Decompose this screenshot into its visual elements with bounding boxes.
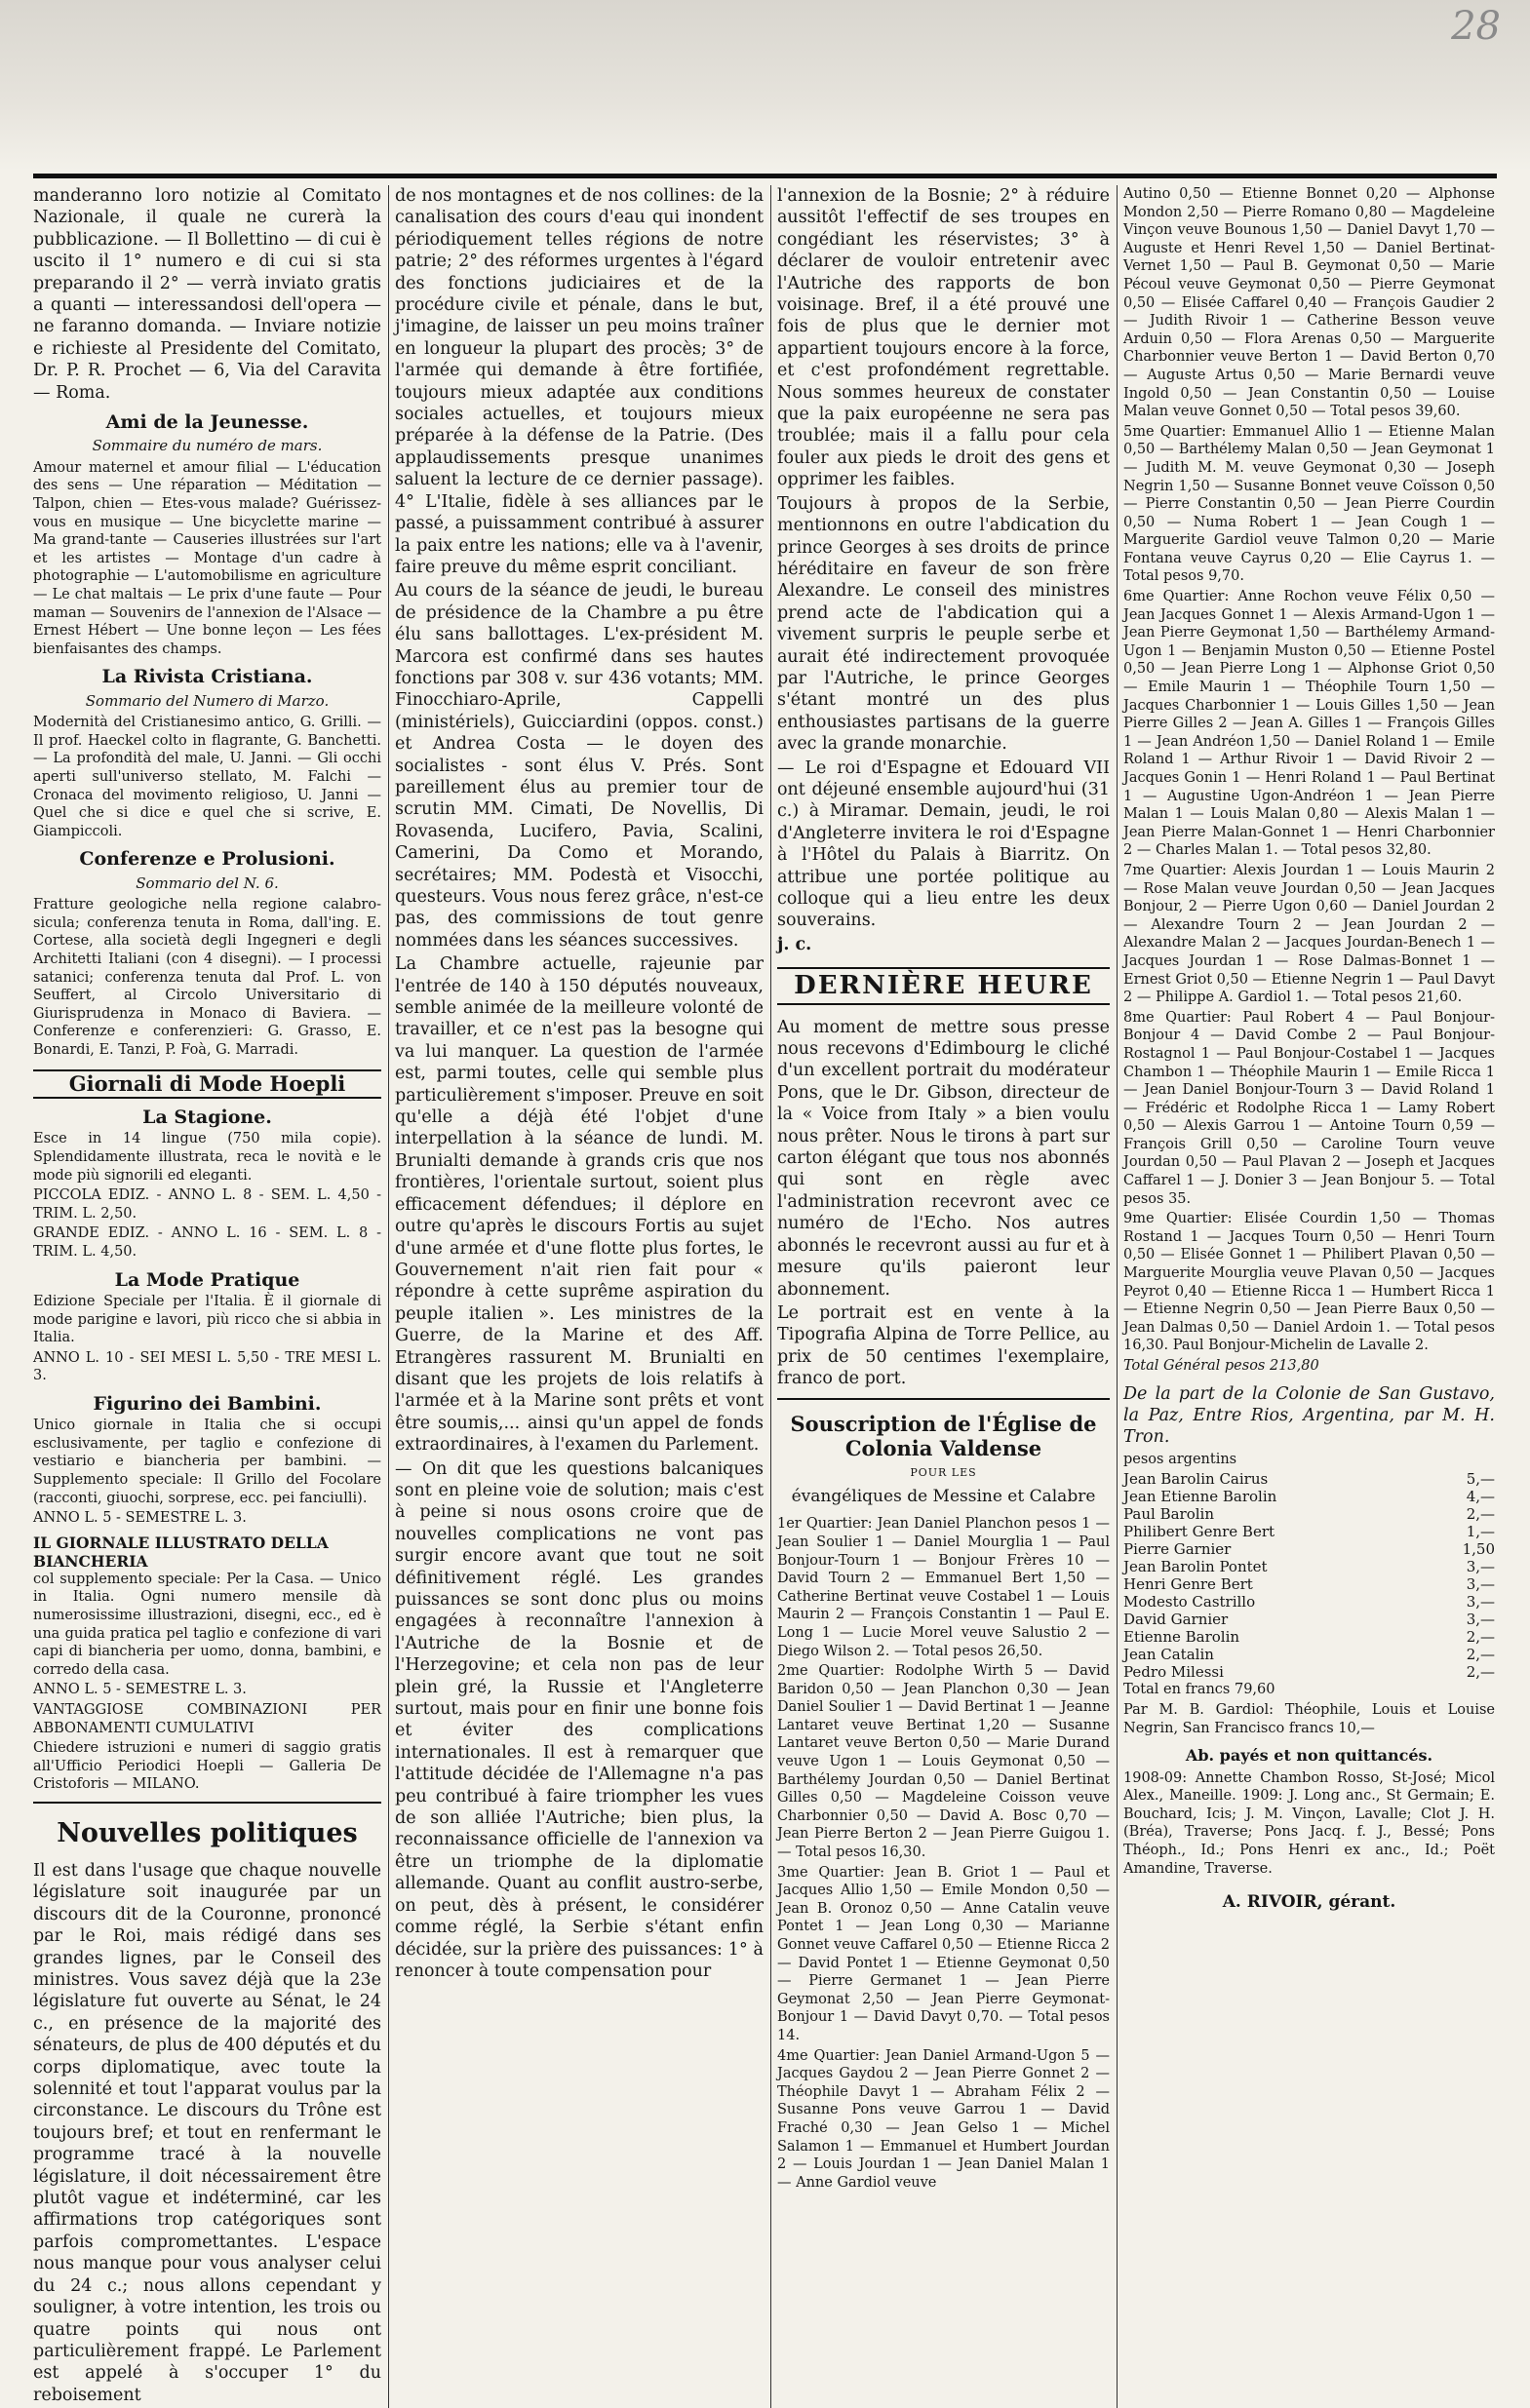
ami-title: Ami de la Jeunesse. bbox=[105, 411, 309, 434]
donor-name: David Garnier bbox=[1123, 1611, 1229, 1629]
quartier-7: 7me Quartier: Alexis Jourdan 1 — Louis Maurin 2 — Rose Malan veuve Jourdan 0,50 — Jean Jacques Bonjour, 2 — Pierre Ugon 0,60 — Daniel Jourdan 2 — Alexandre Tourn 2 — Jean Jourdan 2 — Alexandre Malan 2 — Jacques Jourdan-Benech 1 — Jacques Jourdan 1 — Rose Dalmas-Bonnet 1 — Ernest Griot 0,50 — Etienne Negrin 1 — Paul Davyt 2 — Philippe A. Gardiol 1. — Total pesos 21,60. bbox=[1123, 862, 1495, 1006]
stagione-prices-1: PICCOLA EDIZ. - ANNO L. 8 - SEM. L. 4,50 - TRIM. L. 2,50. bbox=[33, 1187, 381, 1222]
top-margin bbox=[0, 0, 1530, 171]
newspaper-columns bbox=[33, 185, 1497, 2405]
donor-amount: 3,— bbox=[1466, 1575, 1495, 1594]
gerant-signature: A. RIVOIR, gérant. bbox=[1222, 1892, 1396, 1913]
donor-amount: 4,— bbox=[1466, 1488, 1495, 1506]
rivista-sommario: Sommario del Numero di Marzo. bbox=[85, 691, 330, 710]
quartier-3: 3me Quartier: Jean B. Griot 1 — Paul et Jacques Allio 1,50 — Emile Mondon 0,50 — Jean B. Oronoz 0,50 — Anne Catalin veuve Pontet 1 — Jean Long 0,30 — Marianne Gonnet veuve Caffarel 0,50 — Etienne Ricca 2 — David Pontet 1 — Etienne Geymonat 0,50 — Pierre Germanet 1 — Jean Pierre Geymonat 2,50 — Jean Pierre Geymonat-Bonjour 1 — David Davyt 0,70. — Total pesos 14. bbox=[777, 1864, 1110, 2043]
ami-text: Amour maternel et amour filial — L'éducation des sens — Une réparation — Méditation — Talpon, chien — Etes-vous malade? Guérissez-vous en musique — Une bicyclette marine — Ma grand-tante — Causeries illustrées sur l'art et les artistes — Montage d'un cadre à photographie — L'automobilisme en agriculture — Le chat maltais — Le prix d'une faute — Pour maman — Souvenirs de l'annexion de l'Alsace — Ernest Hébert — Une bonne leçon — Les fées bienfaisantes des champs. bbox=[33, 459, 381, 657]
col3-paragraph: — Le roi d'Espagne et Edouard VII ont déjeuné ensemble aujourd'hui (31 c.) à Miramar. Demain, jeudi, le roi d'Angleterre invitera le roi d'Espagne à l'Hôtel du Palais à Biarritz. On attribue une portée politique au colloque qui a lieu entre les deux souverains. bbox=[777, 757, 1110, 931]
donor-amount: 2,— bbox=[1466, 1646, 1495, 1664]
souscription-title: Souscription de l'Église de Colonia Valdense bbox=[790, 1411, 1097, 1460]
donor-name: Philibert Genre Bert bbox=[1123, 1523, 1275, 1541]
derniere-paragraph: Le portrait est en vente à la Tipografia Alpina de Torre Pellice, au prix de 50 centimes l'exemplaire, franco de port. bbox=[777, 1302, 1110, 1389]
quartier-9: 9me Quartier: Elisée Courdin 1,50 — Thomas Rostand 1 — Jacques Tourn 0,50 — Henri Tourn 0,50 — Elisée Gonnet 1 — Philibert Plavan 0,50 — Marguerite Mourglia veuve Plavan 0,50 — Jacques Peyrot 0,40 — Etienne Ricca 1 — Humbert Ricca 1 — Etienne Negrin 0,50 — Jean Pierre Baux 0,50 — Jean Dalmas 0,50 — Daniel Ardoin 1. — Total pesos 16,30. Paul Bonjour-Michelin de Lavalle 2. bbox=[1123, 1211, 1495, 1354]
rivista-title: La Rivista Cristiana. bbox=[101, 666, 313, 688]
biancheria-text: col supplemento speciale: Per la Casa. — Unico in Italia. Ogni numero mensile dà numerosissime illustrazioni, disegni, ecc., ed è una guida pratica pel taglio e confezione di vari capi di biancheria per uomo, donna, bambini, e corredo della casa. bbox=[33, 1571, 381, 1678]
donor-name: Jean Barolin Pontet bbox=[1123, 1558, 1268, 1576]
donor-name: Modesto Castrillo bbox=[1123, 1593, 1256, 1612]
col2-paragraph: La Chambre actuelle, rajeunie par l'entrée de 140 à 150 députés nouveaux, semble animée de la meilleure volonté de travailler, et ce n'est pas la besogne qui va lui manquer. La question de l'armée est, parmi toutes, celle qui semble plus particulièrement s'imposer. Preuve en soit qu'elle a déjà été l'objet d'une interpellation à la séance de lundi. M. Brunialti demande à grands cris que nos frontières, l'orientale surtout, soient plus efficacement défendues; il déplore en outre qu'après le discours Fortis au sujet d'une armée et d'une flotte plus fortes, le Gouvernement n'ait rien fait pour « répondre à cette suprême aspiration du peuple italien ». Les ministres de la Guerre, de la Marine et des Aff. Etrangères rassurent M. Brunialti en disant que les projets de lois relatifs à l'armée et à la Marine sont prêts et vont être soumis,... ainsi qu'un appel de fonds extraordinaires, à l'examen du Parlement. bbox=[395, 954, 764, 1456]
column-2 bbox=[388, 185, 764, 2408]
quartier-6: 6me Quartier: Anne Rochon veuve Félix 0,50 — Jean Jacques Gonnet 1 — Alexis Armand-Ugon 1 — Jean Pierre Geymonat 1,50 — Barthélemy Armand-Ugon 1 — Benjamin Muston 0,50 — Etienne Postel 0,50 — Jean Pierre Long 1 — Alphonse Griot 0,50 — Emile Maurin 1 — Théophile Tourn 1,50 — Jacques Charbonnier 1 — Louis Gilles 1,50 — Jean Pierre Gilles 2 — Jean A. Gilles 1 — François Gilles 1 — Jean Andréon 1,50 — Daniel Roland 1 — Emile Roland 1 — Arthur Rivoir 1 — David Rivoir 2 — Jacques Gonin 1 — Henri Roland 1 — Paul Bertinat 1 — Augustine Ugon-Andréon 1 — Jean Pierre Malan 1 — Louis Malan 0,80 — Alexis Malan 1 — Jean Pierre Malan-Gonnet 1 — Henri Charbonnier 2 — Charles Malan 1. — Total pesos 32,80. bbox=[1123, 589, 1495, 859]
quartier-4-cont: Autino 0,50 — Etienne Bonnet 0,20 — Alphonse Mondon 2,50 — Pierre Romano 0,80 — Magdeleine Vinçon veuve Bounous 1,50 — Daniel Davyt 1,70 — Auguste et Henri Revel 1,50 — Daniel Bertinat-Vernet 1,50 — Paul B. Geymonat 0,50 — Marie Pécoul veuve Geymonat 0,50 — Pierre Geymonat 0,50 — Elisée Caffarel 0,40 — François Gaudier 2 — Judith Rivoir 1 — Catherine Besson veuve Arduin 0,50 — Flora Arenas 0,50 — Marguerite Charbonnier veuve Berton 1 — David Berton 0,70 — Auguste Artus 0,50 — Marie Bernardi veuve Ingold 0,50 — Jean Constantin 0,50 — Louise Malan veuve Gonnet 0,50 — Total pesos 39,60. bbox=[1123, 186, 1495, 420]
donor-amount: 2,— bbox=[1466, 1505, 1495, 1524]
col2-paragraph: — On dit que les questions balcaniques sont en pleine voie de solution; mais c'est à peine si nous osons croire que de nouvelles complications ne vont pas surgir encore avant que tout ne soit définitivement réglé. Les grandes puissances se sont donc plus ou moins engagées à reconnaître l'annexion à l'Autriche de la Bosnie et de l'Herzegovine; et cela non pas de leur plein gré, la Russie et l'Angleterre surtout, mais pour en finir une bonne fois et éviter des complications internationales. Il est à remarquer que l'attitude décidée de l'Allemagne n'a pas peu contribué à faire triompher les vues de son alliée l'Autriche; bien plus, la reconnaissance officielle de l'annexion va être un triomphe de la diplomatie allemande. Quant au conflit austro-serbe, on peut, dès à présent, le considérer comme réglé, la Serbie s'étant enfin décidée, sur la prière des puissances: 1° à renoncer à toute compensation pour bbox=[395, 1458, 764, 1981]
richiedere: Chiedere istruzioni e numeri di saggio gratis all'Ufficio Periodici Hoepli — Galleria De Cristoforis — MILANO. bbox=[33, 1740, 381, 1793]
gustavo-total: Total en francs 79,60 bbox=[1123, 1682, 1275, 1698]
donor-amount: 3,— bbox=[1466, 1593, 1495, 1612]
quartier-8: 8me Quartier: Paul Robert 4 — Paul Bonjour-Bonjour 4 — David Combe 2 — Paul Bonjour-Rostagnol 1 — Paul Bonjour-Costabel 1 — Jacques Chambon 1 — Théophile Maurin 1 — Emile Ricca 1 — Jean Daniel Bonjour-Tourn 3 — David Roland 1 — Frédéric et Rodolphe Ricca 1 — Lamy Robert 0,50 — Alexis Garrou 1 — Antoine Tourn 0,59 — François Grill 0,50 — Caroline Tourn veuve Jourdan 0,50 — Paul Plavan 2 — Joseph et Jacques Caffarel 1 — J. Donier 3 — Jean Bonjour 5. — Total pesos 35. bbox=[1123, 1009, 1495, 1207]
donor-amount: 1,50 bbox=[1462, 1540, 1495, 1559]
donor-name: Jean Catalin bbox=[1123, 1646, 1214, 1664]
column-1 bbox=[33, 185, 381, 2408]
gustavo-title: De la part de la Colonie de San Gustavo, la Paz, Entre Rios, Argentina, par M. H. Tron. bbox=[1123, 1383, 1495, 1448]
total-general: Total Général pesos 213,80 bbox=[1123, 1358, 1319, 1374]
biancheria-prices: ANNO L. 5 - SEMESTRE L. 3. bbox=[33, 1682, 247, 1698]
quartier-5: 5me Quartier: Emmanuel Allio 1 — Etienne Malan 0,50 — Barthélemy Malan 0,50 — Jean Geymonat 1 — Judith M. M. veuve Geymonat 0,30 — Joseph Negrin 1,50 — Susanne Bonnet veuve Coïsson 0,50 — Pierre Constantin 0,50 — Jean Pierre Courdin 0,50 — Numa Robert 1 — Jean Cough 1 — Marguerite Gardiol veuve Talmon 0,20 — Marie Fontana veuve Cayrus 0,20 — Elie Cayrus 1. — Total pesos 9,70. bbox=[1123, 423, 1495, 585]
donor-name: Jean Etienne Barolin bbox=[1123, 1488, 1277, 1506]
gustavo-header: pesos argentins bbox=[1123, 1451, 1237, 1467]
col3-paragraph: Toujours à propos de la Serbie, mentionnons en outre l'abdication du prince Georges à ses droits de prince héréditaire en faveur de son frère Alexandre. Le conseil des ministres prend acte de l'abdication qui a vivement surpris le peuple serbe et aurait été indirectement provoquée par l'Autriche, le prince Georges s'étant montré un des plus enthousiastes partisans de la guerre avec la grande monarchie. bbox=[777, 493, 1110, 755]
donor-name: Pedro Milessi bbox=[1123, 1663, 1224, 1682]
gardiol-note: Par M. B. Gardiol: Théophile, Louis et Louise Negrin, San Francisco francs 10,— bbox=[1123, 1702, 1495, 1736]
ami-sommaire: Sommaire du numéro de mars. bbox=[92, 437, 323, 455]
nouvelles-text: Il est dans l'usage que chaque nouvelle législature soit inaugurée par un discours dit de la Couronne, prononcé par le Roi, mais rédigé dans ses grandes lignes, par le Conseil des ministres. Vous savez déjà que la 23e législature fut ouverte au Sénat, le 24 c., en présence de la majorité des sénateurs, de plus de 400 députés et du corps diplomatique, avec toute la solennité et tout l'apparat voulus par la circonstance. Le discours du Trône est toujours bref; et tout en renfermant le programme tracé à la nouvelle législature, il doit nécessairement être plutôt vague et indéterminé, car les affirmations trop catégoriques sont parfois compromettantes. L'espace nous manque pour vous analyser celui du 24 c.; nous allons cependant y souligner, à votre intention, les trois ou quatre points qui nous ont particulièrement frappé. Le Parlement est appelé à s'occuper 1° du reboisement bbox=[33, 1860, 381, 2405]
donor-amount: 2,— bbox=[1466, 1628, 1495, 1647]
abonnes-title: Ab. payés et non quittancés. bbox=[1185, 1746, 1433, 1766]
stagione-title: La Stagione. bbox=[142, 1106, 272, 1128]
souscription-pour: POUR LES bbox=[910, 1465, 977, 1479]
table-row bbox=[1123, 1523, 1495, 1540]
vantaggiose: VANTAGGIOSE COMBINAZIONI PER ABBONAMENTI CUMULATIVI bbox=[33, 1702, 381, 1736]
quartier-1: 1er Quartier: Jean Daniel Planchon pesos 1 — Jean Soulier 1 — Daniel Mourglia 1 — Paul Bonjour-Tourn 1 — Bonjour Frères 10 — David Tourn 2 — Emmanuel Bert 1,50 — Catherine Bertinat veuve Costabel 1 — Louis Maurin 2 — François Constantin 1 — Paul E. Long 1 — Lucie Morel veuve Salustio 2 — Diego Wilson 2. — Total pesos 26,50. bbox=[777, 1516, 1110, 1659]
figurino-text: Unico giornale in Italia che si occupi esclusivamente, per taglio e confezione di vestiario e biancheria per bambini. — Supplemento speciale: Il Grillo del Focolare (racconti, giuochi, sorprese, ecc. pei fanciulli). bbox=[33, 1418, 381, 1506]
table-row bbox=[1123, 1488, 1495, 1505]
quartier-4: 4me Quartier: Jean Daniel Armand-Ugon 5 — Jacques Gaydou 2 — Jean Pierre Gonnet 2 — Théophile Davyt 1 — Abraham Félix 2 — Susanne Pons veuve Garrou 1 — David Fraché 0,30 — Jean Gelso 1 — Michel Salamon 1 — Emmanuel et Humbert Jourdan 2 — Louis Jourdan 1 — Jean Daniel Malan 1 — Anne Gardiol veuve bbox=[777, 2047, 1110, 2191]
hoepli-title: Giornali di Mode Hoepli bbox=[33, 1069, 381, 1099]
donor-amount: 3,— bbox=[1466, 1611, 1495, 1629]
comitato-notice: manderanno loro notizie al Comitato Nazionale, il quale ne curerà la pubblicazione. — Il Bollettino — di cui è uscito il 1° numero e di cui si sta preparando il 2° — verrà inviato gratis a quanti — interessandosi dell'opera — ne faranno domanda. — Inviare notizie e richieste al Presidente del Comitato, Dr. P. R. Prochet — 6, Via del Caravita — Roma. bbox=[33, 186, 381, 403]
stagione-text: Esce in 14 lingue (750 mila copie). Splendidamente illustrata, reca le novità e le mode più signorili ed eleganti. bbox=[33, 1131, 381, 1184]
donor-name: Etienne Barolin bbox=[1123, 1628, 1240, 1647]
author-signature: j. c. bbox=[777, 934, 812, 954]
biancheria-title: IL GIORNALE ILLUSTRATO DELLA BIANCHERIA bbox=[33, 1533, 329, 1571]
donor-amount: 3,— bbox=[1466, 1558, 1495, 1576]
abonnes-text: 1908-09: Annette Chambon Rosso, St-José; Micol Alex., Maneille. 1909: J. Long anc., St Germain; E. Bouchard, Icis; J. M. Vinçon, Lavalle; Clot J. H. (Bréa), Traverse; Pons Jacq. f. J., Bessé; Pons Théoph., Id.; Pons Henri ex anc., Id.; Poët Amandine, Traverse. bbox=[1123, 1769, 1495, 1877]
table-row bbox=[1123, 1646, 1495, 1663]
table-row bbox=[1123, 1470, 1495, 1488]
divider bbox=[33, 1802, 381, 1804]
col2-paragraph: de nos montagnes et de nos collines: de la canalisation des cours d'eau qui inondent périodiquement telles régions de notre patrie; 2° des réformes urgentes à l'égard des fonctions judiciaires et de la procédure civile et pénale, dans le but, j'imagine, de laisser un peu moins traîner en longueur la plupart des procès; 3° de l'armée qui demande à être fortifiée, toujours mieux adaptée aux conditions sociales actuelles, et toujours mieux préparée à la défense de la Patrie. (Des applaudissements presque unanimes saluent la lecture de ce dernier passage). 4° L'Italie, fidèle à ses alliances par le passé, a puissamment contribué à assurer la paix entre les nations; elle va à l'avenir, faire preuve du même esprit conciliant. bbox=[395, 186, 764, 577]
col3-paragraph: l'annexion de la Bosnie; 2° à réduire aussitôt l'effectif de ses troupes en congédiant les réservistes; 3° à déclarer de vouloir entretenir avec l'Autriche des rapports de bon voisinage. Bref, il a été prouvé une fois de plus que le dernier mot appartient toujours encore à la force, et c'est profondément regrettable. Nous sommes heureux de constater que la paix européenne ne sera pas troublée; mais il a fallu pour cela fouler aux pieds le droit des gens et opprimer les faibles. bbox=[777, 186, 1110, 490]
derniere-paragraph: Au moment de mettre sous presse nous recevons d'Edimbourg le cliché d'un excellent portrait du modérateur Pons, que le Dr. Gibson, directeur de la « Voice from Italy » a bien voulu nous prêter. Nous le tirons à part sur carton élégant que tous nos abonnés qui sont en règle avec l'administration recevront avec ce numéro de l'Echo. Nos autres abonnés le recevront aussi au fur et à mesure qu'ils paieront leur abonnement. bbox=[777, 1017, 1110, 1300]
conferenze-text: Fratture geologiche nella regione calabro-sicula; conferenza tenuta in Roma, dall'ing. E. Cortese, alla società degli Ingegneri e degli Architetti Italiani (con 4 disegni). — I processi satanici; conferenza tenuta dal Prof. L. von Seuffert, al Circolo Universitario di Giurisprudenza in Monaco di Baviera. — Conferenze e conferenzieri: G. Grasso, E. Bonardi, E. Tanzi, P. Foà, G. Marradi. bbox=[33, 897, 381, 1058]
donor-name: Pierre Garnier bbox=[1123, 1540, 1232, 1559]
donor-amount: 5,— bbox=[1466, 1470, 1495, 1489]
modepratique-title: La Mode Pratique bbox=[114, 1268, 300, 1291]
nouvelles-title: Nouvelles politiques bbox=[57, 1817, 358, 1848]
rivista-text: Modernità del Cristianesimo antico, G. Grilli. — Il prof. Haeckel colto in flagrante, G. Banchetti. — La profondità del male, U. Janni. — Gli occhi aperti sull'universo stellato, M. Falchi — Cronaca del movimento religioso, U. Janni — Quel che si dice e quel che si scrive, E. Giampiccoli. bbox=[33, 715, 381, 839]
gustavo-list bbox=[1123, 1470, 1495, 1681]
souscription-subtitle: évangéliques de Messine et Calabre bbox=[791, 1486, 1096, 1506]
donor-name: Henri Genre Bert bbox=[1123, 1575, 1253, 1594]
page-number: 28 bbox=[1451, 4, 1501, 49]
table-row bbox=[1123, 1593, 1495, 1611]
conferenze-title: Conferenze e Prolusioni. bbox=[79, 848, 335, 871]
table-row bbox=[1123, 1575, 1495, 1593]
column-3 bbox=[770, 185, 1110, 2408]
table-row bbox=[1123, 1663, 1495, 1681]
column-4 bbox=[1117, 185, 1495, 2408]
divider bbox=[777, 1398, 1110, 1400]
table-row bbox=[1123, 1611, 1495, 1628]
derniere-heure-title: DERNIÈRE HEURE bbox=[777, 967, 1110, 1004]
table-row bbox=[1123, 1558, 1495, 1575]
figurino-title: Figurino dei Bambini. bbox=[93, 1392, 322, 1415]
donor-amount: 2,— bbox=[1466, 1663, 1495, 1682]
table-row bbox=[1123, 1540, 1495, 1558]
quartier-2: 2me Quartier: Rodolphe Wirth 5 — David Baridon 0,50 — Jean Planchon 0,30 — Jean Daniel Soulier 1 — David Bertinat 1 — Jeanne Lantaret veuve Bertinat 1,20 — Susanne Lantaret veuve Berton 0,50 — Marie Durand veuve Ugon 1 — Louis Geymonat 0,50 — Barthélemy Jourdan 0,50 — Daniel Bertinat Gilles 0,50 — Magdeleine Coisson veuve Charbonnier 0,50 — David A. Bosc 0,70 — Jean Pierre Berton 2 — Jean Pierre Guigou 1. — Total pesos 16,30. bbox=[777, 1663, 1110, 1861]
modepratique-prices: ANNO L. 10 - SEI MESI L. 5,50 - TRE MESI L. 3. bbox=[33, 1349, 381, 1384]
donor-name: Paul Barolin bbox=[1123, 1505, 1215, 1524]
conferenze-sommario: Sommario del N. 6. bbox=[136, 874, 279, 892]
figurino-prices: ANNO L. 5 - SEMESTRE L. 3. bbox=[33, 1510, 247, 1527]
header-rule bbox=[33, 174, 1497, 178]
modepratique-text: Edizione Speciale per l'Italia. È il giornale di mode parigine e lavori, più ricco che si abbia in Italia. bbox=[33, 1293, 381, 1346]
table-row bbox=[1123, 1505, 1495, 1523]
col2-paragraph: Au cours de la séance de jeudi, le bureau de présidence de la Chambre a pu être élu sans ballottages. L'ex-président M. Marcora est confirmé dans ses hautes fonctions par 308 v. sur 436 votants; MM. Finocchiaro-Aprile, Cappelli (ministériels), Guicciardini (oppos. const.) et Andrea Costa — le doyen des socialistes - sont élus V. Prés. Sont pareillement élus au premier tour de scrutin MM. Cimati, De Novellis, Di Rovasenda, Lucifero, Pavia, Scalini, Camerini, Da Como et Morando, secrétaires; MM. Podestà et Visocchi, questeurs. Vous nous ferez grâce, n'est-ce pas, des commissions de tout genre nommées dans les séances successives. bbox=[395, 581, 764, 951]
stagione-prices-2: GRANDE EDIZ. - ANNO L. 16 - SEM. L. 8 - TRIM. L. 4,50. bbox=[33, 1225, 381, 1260]
donor-name: Jean Barolin Cairus bbox=[1123, 1470, 1269, 1489]
table-row bbox=[1123, 1628, 1495, 1646]
donor-amount: 1,— bbox=[1466, 1523, 1495, 1541]
